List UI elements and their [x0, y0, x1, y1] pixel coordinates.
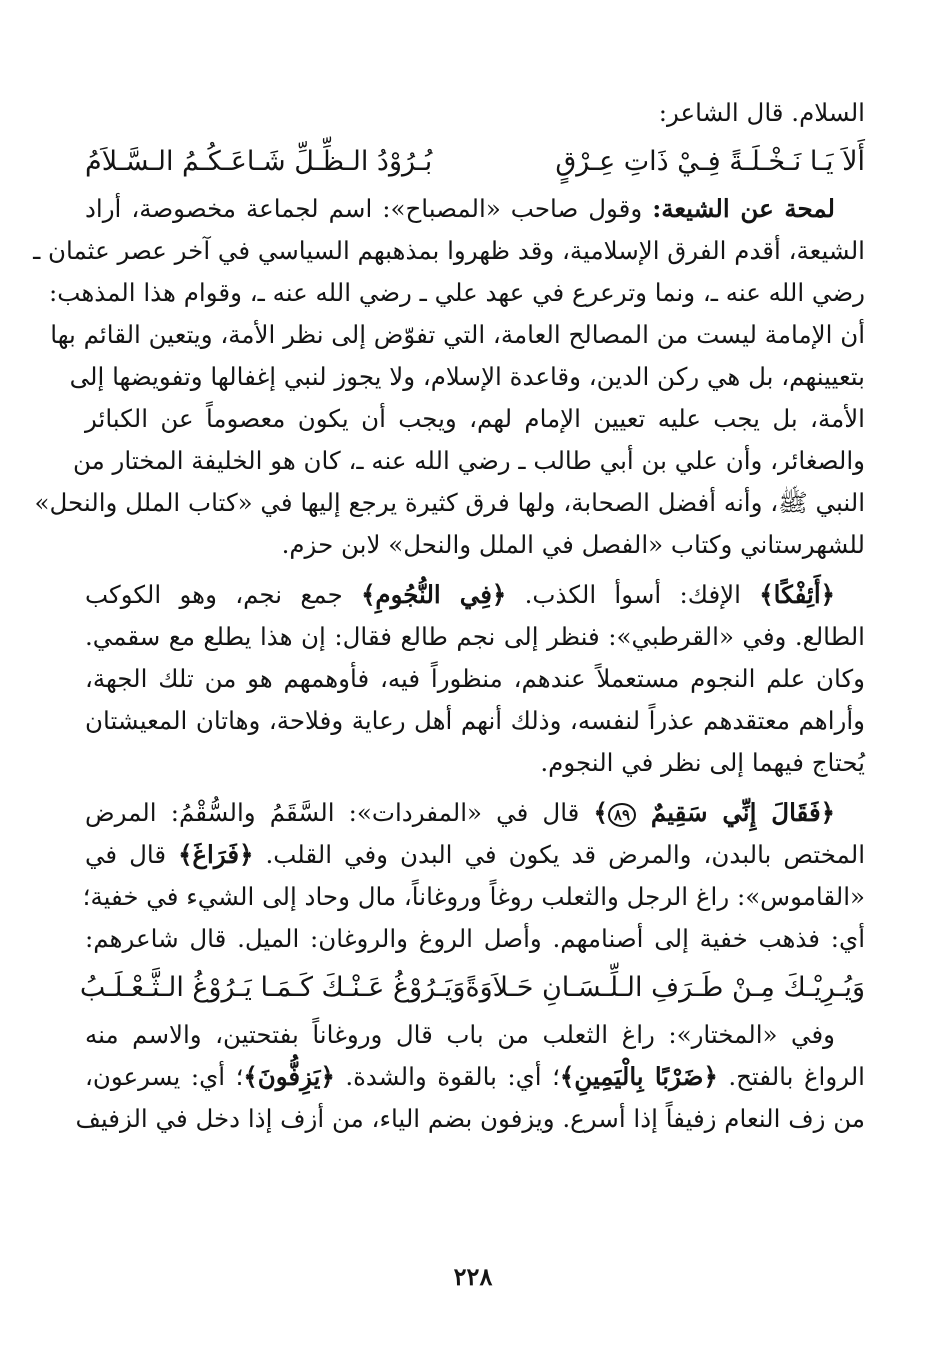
paragraph-line: أي: فذهب خفية إلى أصنامهم. وأصل الروغ والروغان: الميل. قال شاعرهم:	[85, 924, 865, 953]
paragraph-line: الشيعة، أقدم الفرق الإسلامية، وقد ظهروا بمذهبهم السياسي في آخر عصر عثمان ـ	[33, 236, 865, 265]
page-number: ٢٢٨	[453, 1262, 493, 1291]
paragraph-line: «القاموس»: راغ الرجل والثعلب روغاً وروغاناً، مال وحاد إلى الشيء في خفية؛	[82, 882, 865, 911]
poem-verse-2	[79, 964, 865, 1012]
paragraph-line: الرواغ بالفتح. ﴿ضَرْبًا بِالْيَمِينِ﴾؛ أي: بالقوة والشدة. ﴿يَزِفُّونَ﴾؛ أي: يسرعون،	[85, 1062, 865, 1091]
paragraph-line: للشهرستاني وكتاب «الفصل في الملل والنحل» لابن حزم.	[281, 530, 865, 559]
quran-quote: ﴿فَرَاغَ﴾	[178, 840, 254, 869]
paragraph-line: لمحة عن الشيعة: وقول صاحب «المصباح»: اسم لجماعة مخصوصة، أراد	[85, 194, 835, 223]
quran-quote: ﴿يَزِفُّونَ﴾	[243, 1062, 335, 1091]
paragraph-line: ﴿فَقَالَ إِنِّي سَقِيمٌ ٨٩﴾ قال في «المفردات»: السَّقَمُ والسُّقْمُ: المرض	[85, 798, 836, 827]
verse-2-second-hemistich: وَيَـرُوْغُ عَـنْـكَ كَـمَـا يَـرُوْغُ الـثَّـعْـلَـبُ	[79, 972, 466, 1003]
paragraph-line: أن الإمامة ليست من المصالح العامة، التي تفوّض إلى نظر الأمة، ويتعين القائم بها	[50, 320, 865, 349]
poem-verse-1	[85, 138, 865, 186]
mukhtar-paragraph	[75, 1014, 865, 1140]
paragraph-line: يُحتاج فيهما إلى نظر في النجوم.	[540, 748, 865, 777]
page-body	[33, 92, 865, 1140]
paragraph-line: والصغائر، وأن علي بن أبي طالب ـ رضي الله عنه ـ، كان هو الخليفة المختار من	[73, 446, 865, 475]
verse-1-first-hemistich: أَلاَ يَـا نَـخْـلَـةً فِـيْ ذَاتِ عِـرْقٍ	[555, 146, 865, 177]
saqim-paragraph	[82, 792, 865, 960]
paragraph-line: الطالع. وفي «القرطبي»: فنظر إلى نجم طالع فقال: إن هذا يطلع مع سقمي.	[85, 622, 865, 651]
quran-quote: ﴿ضَرْبًا بِالْيَمِينِ﴾	[559, 1062, 718, 1091]
paragraph-line: وأراهم معتقدهم عذراً لنفسه، وذلك أنهم أهل رعاية وفلاحة، وهاتان المعيشتان	[85, 706, 865, 735]
intro-line: السلام. قال الشاعر:	[658, 98, 865, 127]
paragraph-line: من زف النعام زفيفاً إذا أسرع. ويزفون بضم الياء، من أزف إذا دخل في الزفيف	[75, 1104, 865, 1133]
shia-paragraph	[33, 188, 865, 566]
quran-quote: ﴿فِي النُّجُومِ﴾	[361, 580, 507, 609]
paragraph-line: بتعيينهم، بل هي ركن الدين، وقاعدة الإسلام، ولا يجوز لنبي إغفالها وتفويضها إلى	[69, 362, 865, 391]
paragraph-line: النبي ﷺ، وأنه أفضل الصحابة، ولها فرق كثيرة يرجع إليها في «كتاب الملل والنحل»	[34, 488, 865, 517]
verse-1-second-hemistich: بُـرُوْدُ الـظِّـلِّ شَـاعَـكُـمُ الـسَّـلاَمُ	[85, 146, 433, 177]
paragraph-line: وفي «المختار»: راغ الثعلب من باب قال وروغاناً بفتحتين، والاسم منه	[85, 1020, 835, 1049]
verse-2-first-hemistich: وَيُـرِيْـكَ مِـنْ طَـرَفِ الـلِّـسَـانِ حَـلاَوَةً	[465, 972, 865, 1003]
paragraph-line: الأمة، بل يجب عليه تعيين الإمام لهم، ويجب أن يكون معصوماً عن الكبائر	[85, 404, 865, 433]
shia-heading: لمحة عن الشيعة:	[652, 194, 835, 223]
quran-quote: ﴿أَئِفْكًا﴾	[759, 580, 836, 609]
paragraph-line: وكان علم النجوم مستعملاً عندهم، منظوراً فيه، فأوهمهم هو من تلك الجهة،	[85, 664, 865, 693]
paragraph-line: رضي الله عنه ـ، ونما وترعرع في عهد علي ـ رضي الله عنه ـ، وقوام هذا المذهب:	[49, 278, 865, 307]
paragraph-line: ﴿أَئِفْكًا﴾ الإفك: أسوأ الكذب. ﴿فِي النُّجُومِ﴾ جمع نجم، وهو الكوكب	[85, 580, 836, 609]
paragraph-line: المختص بالبدن، والمرض قد يكون في البدن وفي القلب. ﴿فَرَاغَ﴾ قال في	[85, 840, 865, 869]
quran-quote: ﴿فَقَالَ إِنِّي سَقِيمٌ ٨٩﴾	[593, 798, 836, 827]
verse-number-badge: ٨٩	[608, 803, 636, 827]
ifk-paragraph	[85, 574, 865, 784]
